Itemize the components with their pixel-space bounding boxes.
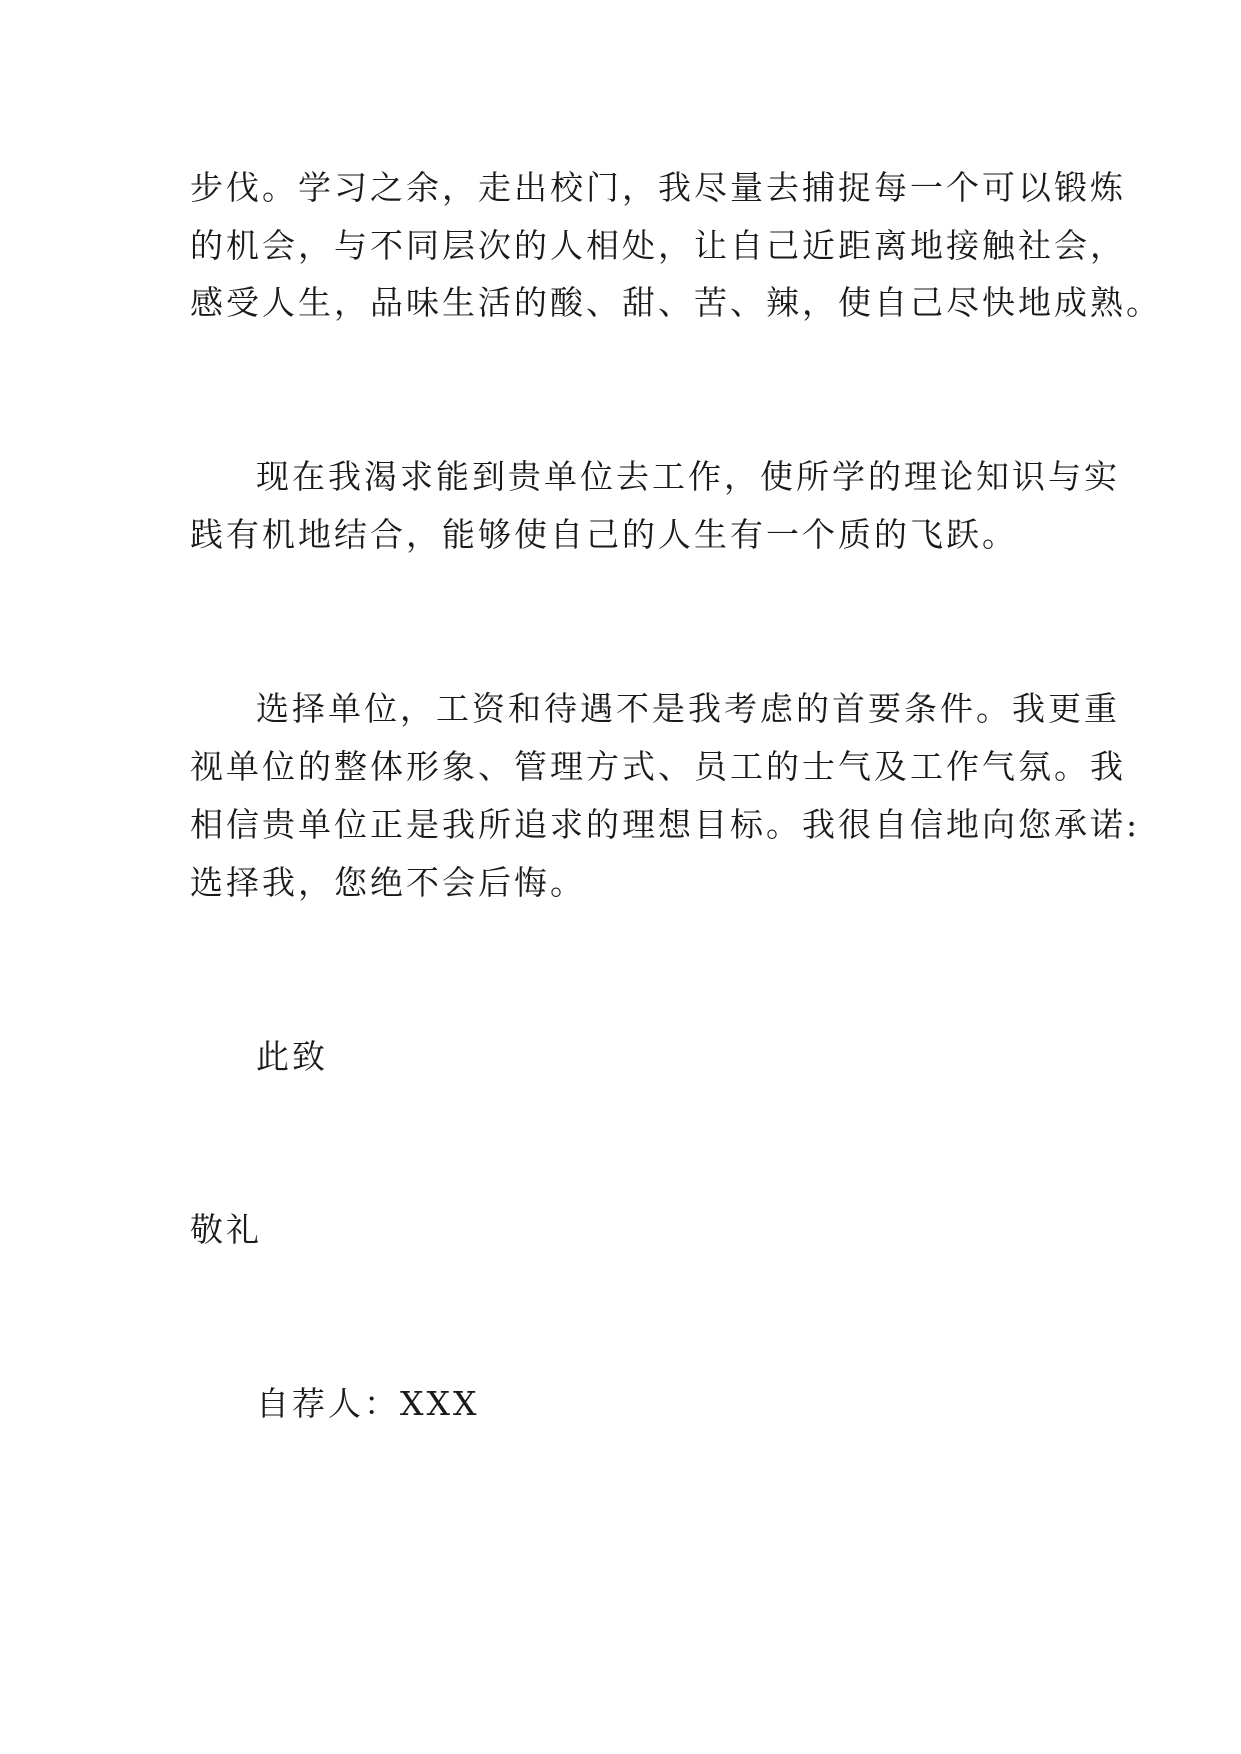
- closing-text: 此致: [256, 1037, 328, 1076]
- paragraph-3-line-2: 视单位的整体形象、管理方式、员工的士气及工作气氛。我: [190, 747, 1126, 786]
- paragraph-1-line-2: 的机会，与不同层次的人相处，让自己近距离地接触社会，: [190, 226, 1126, 265]
- paragraph-3-line-4: 选择我，您绝不会后悔。: [190, 863, 586, 902]
- salutation-text: 敬礼: [190, 1210, 262, 1249]
- paragraph-1-line-3: 感受人生，品味生活的酸、甜、苦、辣，使自己尽快地成熟。: [190, 283, 1162, 322]
- paragraph-1-line-1: 步伐。学习之余，走出校门，我尽量去捕捉每一个可以锻炼: [190, 168, 1126, 207]
- paragraph-2-line-2: 践有机地结合，能够使自己的人生有一个质的飞跃。: [190, 515, 1018, 554]
- paragraph-2-line-1: 现在我渴求能到贵单位去工作，使所学的理论知识与实: [256, 457, 1120, 496]
- paragraph-3-line-3: 相信贵单位正是我所追求的理想目标。我很自信地向您承诺:: [190, 805, 1141, 844]
- paragraph-3-line-1: 选择单位，工资和待遇不是我考虑的首要条件。我更重: [256, 689, 1120, 728]
- signature-text: 自荐人：XXX: [256, 1384, 480, 1423]
